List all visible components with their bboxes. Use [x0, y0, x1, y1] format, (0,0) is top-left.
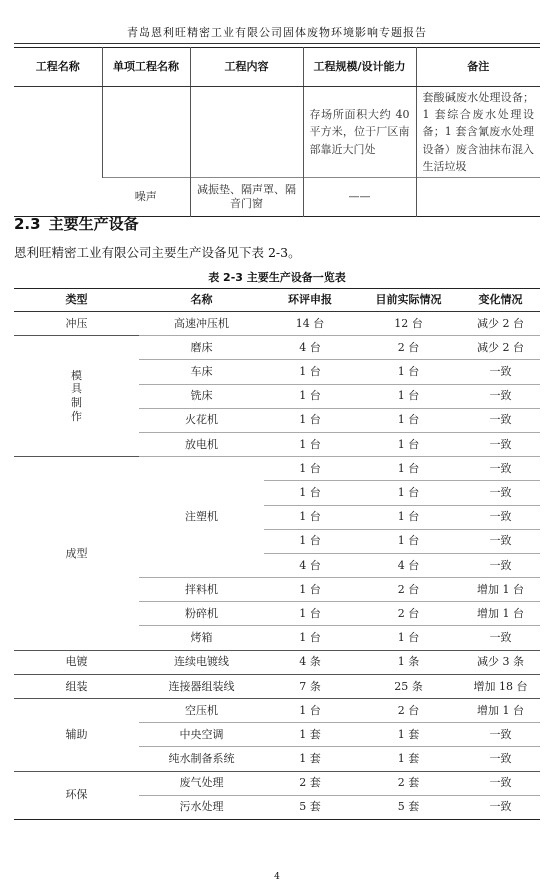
actual-cell: 1 条 [356, 650, 461, 674]
equipment-name: 车床 [139, 360, 264, 384]
actual-cell: 1 台 [356, 481, 461, 505]
equipment-table [14, 288, 540, 820]
actual-cell: 1 台 [356, 529, 461, 553]
actual-cell: 1 套 [356, 747, 461, 771]
equipment-name: 火花机 [139, 408, 264, 432]
equipment-name: 放电机 [139, 432, 264, 456]
declared-cell: 1 套 [264, 747, 356, 771]
table-row [14, 674, 540, 698]
declared-cell: 1 台 [264, 481, 356, 505]
col-type: 类型 [14, 289, 139, 312]
col-sub-project: 单项工程名称 [102, 48, 190, 87]
category-cell: 模具制作 [14, 336, 139, 457]
actual-cell: 1 台 [356, 360, 461, 384]
actual-cell: 1 套 [356, 723, 461, 747]
declared-cell: 1 台 [264, 578, 356, 602]
equipment-name: 粉碎机 [139, 602, 264, 626]
declared-cell: 1 台 [264, 626, 356, 650]
change-cell: 减少 2 台 [477, 316, 524, 330]
change-cell: 增加 18 台 [461, 674, 540, 698]
col-scale: 工程规模/设计能力 [303, 48, 416, 87]
equipment-name: 中央空调 [139, 723, 264, 747]
declared-cell: 2 套 [264, 771, 356, 795]
change-cell: 一致 [461, 505, 540, 529]
scale-cell: 存场所面积大约 40 平方米，位于厂区南部靠近大门处 [303, 87, 416, 178]
equipment-name: 连接器组装线 [139, 674, 264, 698]
actual-cell: 2 台 [356, 578, 461, 602]
table-caption: 表 2-3 主要生产设备一览表 [208, 271, 346, 284]
declared-cell: 1 台 [264, 384, 356, 408]
change-cell: 一致 [461, 481, 540, 505]
equipment-name: 磨床 [139, 336, 264, 360]
equipment-name: 注塑机 [139, 457, 264, 578]
actual-cell: 25 条 [356, 674, 461, 698]
declared-cell: 1 台 [264, 699, 356, 723]
change-cell: 一致 [461, 626, 540, 650]
change-cell: 一致 [461, 747, 540, 771]
declared-cell: 1 台 [264, 457, 356, 481]
change-cell: 增加 1 台 [461, 578, 540, 602]
declared-cell: 5 套 [264, 795, 356, 819]
declared-cell: 7 条 [264, 674, 356, 698]
col-content: 工程内容 [190, 48, 303, 87]
change-cell: 一致 [461, 723, 540, 747]
change-cell: 一致 [461, 432, 540, 456]
actual-cell: 12 台 [394, 316, 423, 330]
col-actual: 目前实际情况 [356, 289, 461, 312]
category-cell: 辅助 [14, 699, 139, 772]
change-cell: 一致 [461, 771, 540, 795]
section-title: 主要生产设备 [48, 215, 139, 233]
change-cell: 一致 [461, 457, 540, 481]
remark-cell: 套酸碱废水处理设备；1 套综合废水处理设备；1 套含氰废水处理设备）废含油抹布混入生活垃圾 [416, 87, 540, 178]
actual-cell: 2 台 [356, 602, 461, 626]
actual-cell: 1 台 [356, 457, 461, 481]
category-cell: 冲压 [65, 316, 88, 330]
change-cell: 一致 [461, 553, 540, 577]
col-declared: 环评申报 [264, 289, 356, 312]
category-cell: 组装 [14, 674, 139, 698]
equipment-name: 废气处理 [139, 771, 264, 795]
equipment-name: 空压机 [139, 699, 264, 723]
actual-cell: 2 套 [356, 771, 461, 795]
category-cell: 成型 [14, 457, 139, 651]
actual-cell: 5 套 [356, 795, 461, 819]
declared-cell: 14 台 [295, 316, 325, 330]
project-table [14, 47, 540, 217]
actual-cell: 1 台 [356, 384, 461, 408]
change-cell: 一致 [461, 795, 540, 819]
sub-project-cell: 噪声 [102, 178, 190, 217]
declared-cell: 1 套 [264, 723, 356, 747]
change-cell: 减少 2 台 [461, 336, 540, 360]
change-cell: 一致 [461, 529, 540, 553]
scale-cell: —— [303, 178, 416, 217]
table-row [14, 771, 540, 795]
declared-cell: 4 台 [264, 336, 356, 360]
actual-cell: 1 台 [356, 626, 461, 650]
change-cell: 一致 [461, 360, 540, 384]
actual-cell: 1 台 [356, 505, 461, 529]
category-cell: 电镀 [14, 650, 139, 674]
content-cell: 减振垫、隔声罩、隔音门窗 [190, 178, 303, 217]
actual-cell: 4 台 [356, 553, 461, 577]
table-row [14, 312, 540, 336]
equipment-name: 污水处理 [139, 795, 264, 819]
change-cell: 一致 [461, 408, 540, 432]
declared-cell: 1 台 [264, 432, 356, 456]
header-rule [14, 43, 540, 44]
declared-cell: 1 台 [264, 505, 356, 529]
actual-cell: 2 台 [356, 336, 461, 360]
declared-cell: 4 条 [264, 650, 356, 674]
table-row [14, 699, 540, 723]
change-cell: 一致 [461, 384, 540, 408]
col-name: 名称 [139, 289, 264, 312]
table-row [14, 336, 540, 360]
declared-cell: 4 台 [264, 553, 356, 577]
page-header: 青岛恩利旺精密工业有限公司固体废物环境影响专题报告 [127, 26, 427, 39]
change-cell: 减少 3 条 [461, 650, 540, 674]
section-number: 2.3 [14, 215, 41, 233]
change-cell: 增加 1 台 [461, 699, 540, 723]
actual-cell: 1 台 [356, 408, 461, 432]
declared-cell: 1 台 [264, 602, 356, 626]
equipment-name: 铣床 [139, 384, 264, 408]
col-project-name: 工程名称 [14, 48, 102, 87]
equipment-name: 烤箱 [139, 626, 264, 650]
table-row [14, 457, 540, 481]
col-change: 变化情况 [461, 289, 540, 312]
declared-cell: 1 台 [264, 360, 356, 384]
category-cell: 环保 [14, 771, 139, 819]
table-row [14, 87, 540, 178]
change-cell: 增加 1 台 [461, 602, 540, 626]
col-remark: 备注 [416, 48, 540, 87]
table-row [14, 650, 540, 674]
equipment-name: 连续电镀线 [139, 650, 264, 674]
declared-cell: 1 台 [264, 408, 356, 432]
equipment-name: 高速冲压机 [174, 316, 229, 330]
actual-cell: 1 台 [356, 432, 461, 456]
actual-cell: 2 台 [356, 699, 461, 723]
equipment-name: 拌料机 [139, 578, 264, 602]
equipment-name: 纯水制备系统 [139, 747, 264, 771]
declared-cell: 1 台 [264, 529, 356, 553]
project-name-cell [14, 87, 102, 217]
intro-paragraph: 恩利旺精密工业有限公司主要生产设备见下表 2-3。 [14, 245, 301, 260]
page-number: 4 [274, 872, 280, 882]
section-heading [14, 213, 147, 234]
